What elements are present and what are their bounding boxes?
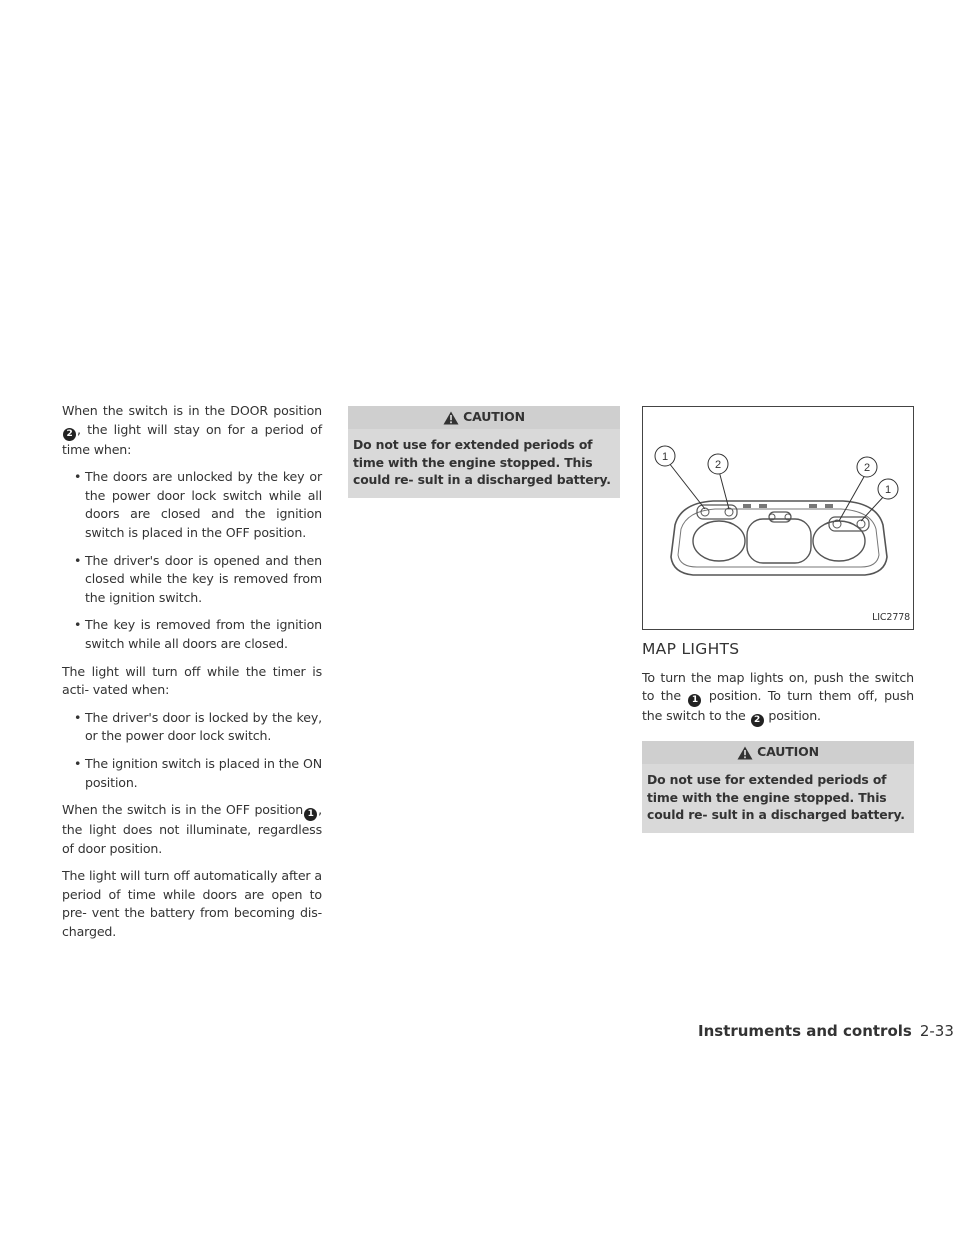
paragraph-turn-off: The light will turn off while the timer is acti- vated when: [62, 663, 322, 698]
middle-column [348, 406, 620, 498]
right-column [642, 406, 914, 833]
page-footer [698, 1022, 954, 1040]
caution-title: CAUTION [463, 409, 525, 425]
footer-section-title: Instruments and controls [698, 1022, 912, 1040]
paragraph-off-position: When the switch is in the OFF position 1 , the light does not illuminate, regardless of door position. [62, 802, 322, 856]
list-item: • The driver's door is locked by the key, or the power door lock switch. [74, 709, 322, 746]
caution-header [642, 741, 914, 764]
caution-header [348, 406, 620, 429]
list-turn-off-conditions [62, 709, 322, 792]
caution-triangle-icon [443, 411, 459, 425]
figure-callout-2-right: 2 [864, 462, 870, 474]
callout-1-badge: 1 [688, 694, 701, 707]
list-item: • The driver's door is opened and then closed while the key is removed from the ignition switch. [74, 552, 322, 608]
figure-callout-1-left: 1 [662, 451, 668, 463]
figure-code: LIC2778 [872, 612, 910, 624]
list-item: • The ignition switch is placed in the ON position. [74, 755, 322, 792]
paragraph-auto-off: The light will turn off automatically after a period of time while doors are open to pre- vent the battery from becoming dis- charged. [62, 868, 322, 940]
caution-triangle-icon [737, 746, 753, 760]
section-title: MAP LIGHTS [642, 640, 740, 658]
callout-2-badge: 2 [751, 714, 764, 727]
caution-text: Do not use for extended periods of time with the engine stopped. This could re- sult in a discharged battery. [647, 772, 905, 823]
list-item: • The doors are unlocked by the key or the power door lock switch while all doors are closed and the ignition switch is placed in the OFF position. [74, 468, 322, 542]
caution-box [348, 406, 620, 498]
left-column [62, 402, 322, 951]
page-number: 2-33 [919, 1022, 954, 1040]
paragraph-door-position: When the switch is in the DOOR position2 , the light will stay on for a period of time when: [62, 403, 322, 457]
map-lights-figure [642, 406, 914, 630]
caution-box [642, 741, 914, 833]
callout-1-badge: 1 [304, 808, 317, 821]
caution-title: CAUTION [757, 744, 819, 760]
list-stay-on-conditions [62, 468, 322, 653]
paragraph-map-lights: To turn the map lights on, push the switch to the 1 position. To turn them off, push the switch to the 2 position. [642, 669, 915, 726]
list-item: • The key is removed from the ignition switch while all doors are closed. [74, 616, 322, 653]
figure-callout-1-right: 1 [885, 484, 891, 496]
figure-callout-2-left: 2 [715, 459, 721, 471]
callout-2-badge: 2 [63, 428, 76, 441]
caution-text: Do not use for extended periods of time with the engine stopped. This could re- sult in a discharged battery. [353, 437, 611, 487]
map-lights-illustration [643, 407, 913, 629]
